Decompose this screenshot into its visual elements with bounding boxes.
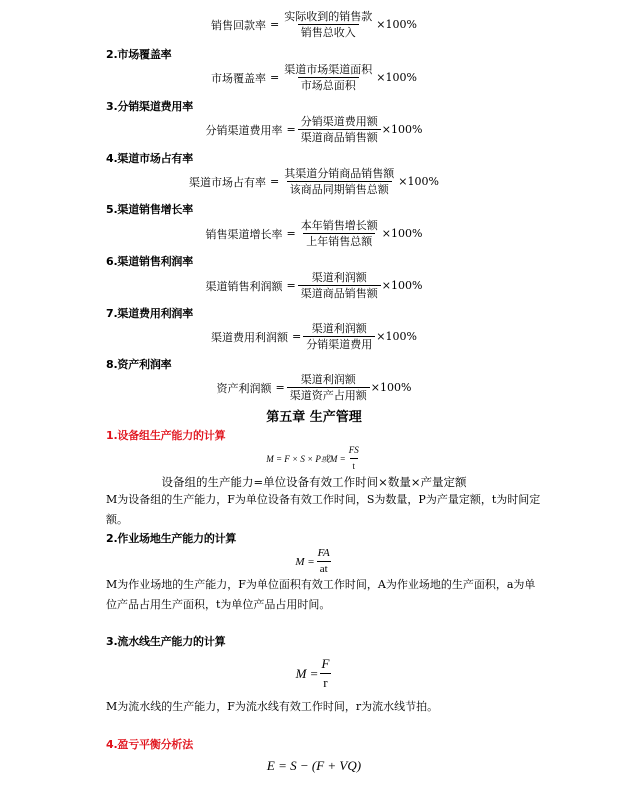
equals-sign: =: [270, 175, 280, 188]
fraction: [281, 10, 375, 39]
heading-channel-sales-growth: 5.渠道销售增长率: [106, 203, 194, 216]
equals-sign: =: [286, 227, 296, 240]
heading-channel-sales-profit: 6.渠道销售利润率: [106, 255, 194, 268]
denominator: 渠道商品销售额: [298, 129, 381, 144]
numerator: 本年销售增长额: [300, 219, 378, 232]
percent-multiplier: ×100%: [381, 279, 423, 292]
percent-multiplier: ×100%: [376, 18, 417, 31]
formula-channel-cost-profit: [0, 322, 628, 351]
numerator: 渠道利润额: [300, 373, 356, 386]
equals-sign: =: [292, 330, 302, 343]
formula-lhs: 渠道费用利润额: [211, 330, 289, 344]
denominator: 渠道资产占用额: [287, 387, 370, 402]
formula-channel-market-share: [0, 167, 628, 196]
equals-sign: =: [275, 381, 285, 394]
equipment-capacity-explanation: M为设备组的生产能力，F为单位设备有效工作时间，S为数量，P为产量定额，t为时间定额。: [106, 493, 541, 526]
denominator: 销售总收入: [298, 24, 359, 39]
fraction: [318, 656, 332, 691]
fraction: [281, 167, 397, 196]
heading-channel-cost-profit: 7.渠道费用利润率: [106, 307, 194, 320]
workplace-capacity-explanation: M为作业场地的生产能力，F为单位面积有效工作时间，A为作业场地的生产面积，a为单位产品占用生产面积，t为单位产品占用时间。: [106, 578, 536, 611]
formula-lhs: 资产利润额: [216, 381, 272, 395]
formula-lhs: 销售回款率: [211, 18, 267, 32]
denominator: r: [320, 673, 330, 691]
formula-break-even: E = S − (F + VQ): [266, 758, 362, 773]
numerator: 实际收到的销售款: [284, 10, 373, 23]
denominator: 该商品同期销售总额: [287, 181, 392, 196]
formula-asset-profit: [0, 373, 628, 402]
formula-market-coverage: [0, 63, 628, 92]
percent-multiplier: ×100%: [370, 381, 412, 394]
fraction: [298, 115, 381, 144]
numerator: FS: [348, 445, 359, 455]
formula-workplace-capacity: [0, 547, 628, 576]
percent-multiplier: ×100%: [381, 227, 423, 240]
formula-lhs: M =: [295, 665, 319, 681]
heading-break-even-analysis: 4.盈亏平衡分析法: [106, 738, 194, 751]
fraction: [281, 63, 375, 92]
formula-lhs: 市场覆盖率: [211, 71, 267, 85]
numerator: FA: [317, 547, 330, 559]
formula-channel-cost-rate: [0, 115, 628, 144]
formula-lhs: 销售渠道增长率: [205, 227, 283, 241]
percent-multiplier: ×100%: [376, 71, 417, 84]
numerator: F: [321, 656, 330, 671]
heading-equipment-capacity: 1.设备组生产能力的计算: [106, 429, 226, 442]
denominator: 市场总面积: [298, 77, 359, 92]
formula-channel-sales-profit: [0, 271, 628, 300]
heading-workplace-capacity: 2.作业场地生产能力的计算: [106, 532, 237, 545]
percent-multiplier: ×100%: [376, 330, 417, 343]
denominator: 渠道商品销售额: [298, 285, 381, 300]
heading-asset-profit: 8.资产利润率: [106, 358, 172, 371]
formula-lhs: M =: [295, 555, 315, 568]
equals-sign: =: [286, 123, 296, 136]
equals-sign: =: [286, 279, 296, 292]
assembly-line-capacity-explanation: M为流水线的生产能力，F为流水线有效工作时间，r为流水线节拍。: [106, 700, 439, 713]
denominator: t: [350, 458, 359, 473]
formula-sales-collection-rate: [0, 10, 628, 39]
numerator: 渠道市场渠道面积: [284, 63, 373, 76]
fraction: [298, 271, 381, 300]
denominator: 分销渠道费用: [303, 336, 375, 351]
fraction: [287, 373, 370, 402]
heading-channel-market-share: 4.渠道市场占有率: [106, 152, 194, 165]
denominator: 上年销售总额: [303, 233, 375, 248]
equals-sign: =: [270, 71, 280, 84]
formula-assembly-line-capacity: [0, 656, 628, 691]
heading-assembly-line-capacity: 3.流水线生产能力的计算: [106, 635, 226, 648]
fraction: [303, 322, 375, 351]
formula-lhs: 渠道市场占有率: [189, 175, 267, 189]
formula-lhs: 分销渠道费用率: [205, 123, 283, 137]
percent-multiplier: ×100%: [398, 175, 439, 188]
fraction: [298, 219, 381, 248]
formula-lhs: 渠道销售利润额: [205, 279, 283, 293]
numerator: 分销渠道费用额: [300, 115, 378, 128]
numerator: 其渠道分销商品销售额: [284, 167, 395, 180]
formula-equipment-capacity: [0, 444, 628, 473]
percent-multiplier: ×100%: [381, 123, 423, 136]
numerator: 渠道利润额: [311, 271, 367, 284]
formula-channel-sales-growth: [0, 219, 628, 248]
heading-market-coverage: 2.市场覆盖率: [106, 48, 172, 61]
heading-channel-cost-rate: 3.分销渠道费用率: [106, 100, 194, 113]
denominator: at: [317, 561, 331, 576]
chapter-title: 第五章 生产管理: [266, 410, 362, 425]
numerator: 渠道利润额: [311, 322, 367, 335]
fraction: [315, 547, 333, 576]
formula-lhs: M = F × S × P或M =: [266, 454, 346, 464]
fraction: [346, 444, 362, 473]
equipment-capacity-text-formula: 设备组的生产能力=单位设备有效工作时间×数量×产量定额: [161, 475, 467, 489]
equals-sign: =: [270, 18, 280, 31]
